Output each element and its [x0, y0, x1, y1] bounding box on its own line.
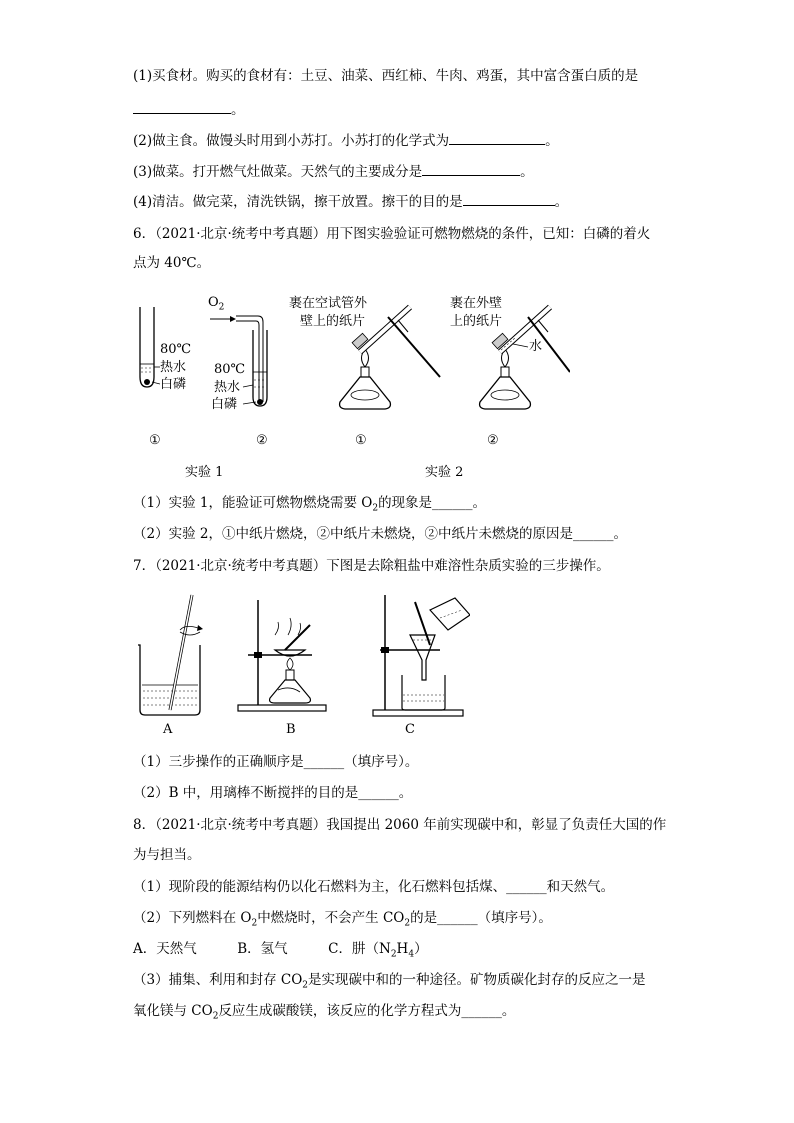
q6-stem-line2: 点为 40℃。 [133, 255, 211, 271]
q7-sub1: （1）三步操作的正确顺序是______（填序号）。 [133, 754, 419, 770]
q7-figures [130, 590, 470, 720]
q8-sub3-line1: （3）捕集、利用和封存 $CO_2$是实现碳中和的一种途径。矿物质碳化封存的反应之一是 [133, 972, 646, 991]
exp2b-label-line1: 裹在外壁 [450, 296, 503, 311]
experiment2-caption: 实验 2 [425, 465, 464, 480]
delivery-tube [236, 316, 263, 402]
tube2-temp-label: 80℃ [214, 362, 246, 377]
q8-stem-line2: 为与担当。 [133, 847, 201, 863]
q6-sub2: （2）实验 2，①中纸片燃烧，②中纸片未燃烧，②中纸片未燃烧的原因是______。 [133, 526, 627, 542]
q8-options: A．天然气 B．氢气 C．肼$(N_2H_4)$ [133, 941, 428, 960]
test-tube-2 [253, 330, 267, 406]
answer-blank[interactable] [133, 99, 231, 114]
experiment1-caption: 实验 1 [185, 465, 224, 480]
figure-label-c: C [405, 722, 415, 737]
fig-number-3: ① [355, 433, 367, 448]
q5-item2: (2)做主食。做馒头时用到小苏打。小苏打的化学式为 。 [133, 130, 559, 151]
q5-item1: (1)买食材。购买的食材有：土豆、油菜、西红柿、牛肉、鸡蛋，其中富含蛋白质的是 [133, 68, 639, 84]
fig-number-4: ② [487, 433, 499, 448]
answer-blank[interactable] [449, 130, 545, 145]
q8-sub3-line2: 氧化镁与 $CO_2$反应生成碳酸镁，该反应的化学方程式为______。 [133, 1003, 516, 1022]
q6-stem-line1: 6．（2021·北京·统考中考真题）用下图实验验证可燃物燃烧的条件，已知：白磷的着火 [133, 226, 651, 242]
tube2-phosphorus-label: 白磷 [211, 397, 238, 412]
exp2b-label-line2: 上的纸片 [450, 314, 503, 329]
tube1-water-label: 热水 [160, 360, 187, 375]
water-label: 水 [529, 339, 543, 354]
o2-label: $O_2$ [208, 295, 225, 313]
tube1-temp-label: 80℃ [160, 342, 192, 357]
fig-number-1: ① [149, 433, 161, 448]
fig-number-2: ② [256, 433, 268, 448]
exp2a-label-line1: 裹在空试管外 [289, 296, 368, 311]
test-tube-1 [140, 307, 154, 387]
filtration-setup-c [373, 595, 470, 716]
q5-item4: (4)清洁。做完菜，清洗铁锅，擦干放置。擦干的目的是 。 [133, 191, 568, 212]
tube1-phosphorus-label: 白磷 [160, 377, 187, 392]
beaker-stirring-a [138, 595, 203, 715]
figure-label-b: B [286, 722, 296, 737]
q6-sub1: （1）实验 1，能验证可燃物燃烧需要 $O_2$的现象是______。 [133, 495, 487, 514]
q7-stem: 7．（2021·北京·统考中考真题）下图是去除粗盐中难溶性杂质实验的三步操作。 [133, 558, 610, 574]
q8-stem-line1: 8．（2021·北京·统考中考真题）我国提出 2060 年前实现碳中和，彰显了负责任大国的作 [133, 817, 667, 833]
answer-blank[interactable] [422, 161, 520, 176]
q8-sub1: （1）现阶段的能源结构仍以化石燃料为主，化石燃料包括煤、______和天然气。 [133, 879, 615, 895]
evaporation-setup-b [238, 600, 326, 711]
answer-blank[interactable] [463, 191, 555, 206]
exp2a-label-line2: 壁上的纸片 [300, 314, 366, 329]
figure-label-a: A [163, 722, 173, 737]
white-phosphorus [257, 399, 263, 405]
q8-sub2: （2）下列燃料在 $O_2$中燃烧时，不会产生 $CO_2$的是______（填序号）。 [133, 910, 552, 929]
q5-item1-answer: 。 [133, 99, 245, 120]
white-phosphorus [144, 379, 150, 385]
q5-item3: (3)做菜。打开燃气灶做菜。天然气的主要成分是 。 [133, 161, 534, 182]
tube2-water-label: 热水 [214, 380, 241, 395]
q7-sub2: （2）B 中，用璃棒不断搅拌的目的是______。 [133, 785, 413, 801]
